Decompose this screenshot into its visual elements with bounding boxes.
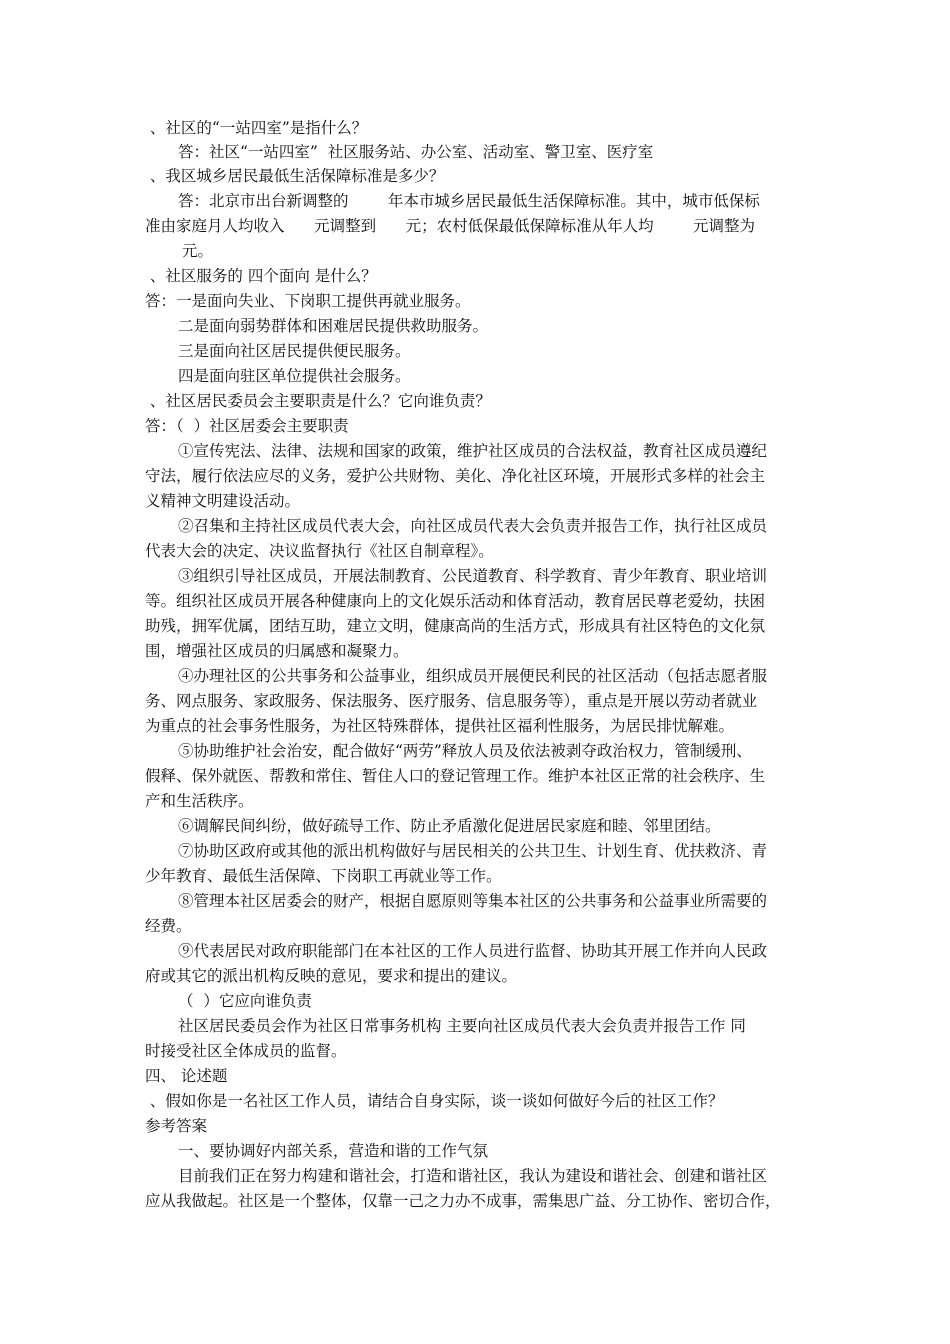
duty-4-line-3: 为重点的社会事务性服务，为社区特殊群体，提供社区福利性服务，为居民排忧解难。 xyxy=(145,717,735,735)
answer-1: 答：社区“一站四室” 社区服务站、办公室、活动室、警卫室、医疗室 xyxy=(178,143,654,161)
duty-7-line-2: 少年教育、最低生活保障、下岗职工再就业等工作。 xyxy=(145,867,502,885)
question-2: 、我区城乡居民最低生活保障标准是多少？ xyxy=(145,167,445,185)
duty-2-line-1: ②召集和主持社区成员代表大会，向社区成员代表大会负责并报告工作，执行社区成员 xyxy=(178,517,768,535)
essay-line-2: 应从我做起。社区是一个整体，仅靠一己之力办不成事，需集思广益、分工协作、密切合作， xyxy=(145,1192,781,1210)
responsibility-line-2: 时接受社区全体成员的监督。 xyxy=(145,1042,347,1060)
duty-5-line-2: 假释、保外就医、帮教和常住、暂住人口的登记管理工作。维护本社区正常的社会秩序、生 xyxy=(145,767,766,785)
duty-3-line-2: 等。组织社区成员开展各种健康向上的文化娱乐活动和体育活动，教育居民尊老爱幼，扶困 xyxy=(145,592,766,610)
duty-4-line-2: 务、网点服务、家政服务、保法服务、医疗服务、信息服务等），重点是开展以劳动者就业 xyxy=(145,692,758,710)
duty-7-line-1: ⑦协助区政府或其他的派出机构做好与居民相关的公共卫生、计划生育、优扶救济、青 xyxy=(178,842,768,860)
essay-question: 、假如你是一名社区工作人员，请结合自身实际，谈一谈如何做好今后的社区工作？ xyxy=(145,1092,724,1110)
duty-5-line-3: 产和生活秩序。 xyxy=(145,792,254,810)
duty-3-line-1: ③组织引导社区成员，开展法制教育、公民道教育、科学教育、青少年教育、职业培训 xyxy=(178,567,768,585)
duty-8-line-2: 经费。 xyxy=(145,917,192,935)
duty-5-line-1: ⑤协助维护社会治安，配合做好“两劳”释放人员及依法被剥夺政治权力，管制缓刑、 xyxy=(178,742,752,760)
duty-3-line-3: 助残，拥军优属，团结互助，建立文明，健康高尚的生活方式，形成具有社区特色的文化氛 xyxy=(145,617,766,635)
duty-1-line-2: 守法，履行依法应尽的义务，爱护公共财物、美化、净化社区环境，开展形式多样的社会主 xyxy=(145,467,766,485)
answer-3-line-4: 四是面向驻区单位提供社会服务。 xyxy=(178,367,411,385)
answer-3-line-1: 答：一是面向失业、下岗职工提供再就业服务。 xyxy=(145,292,471,310)
essay-line-1: 目前我们正在努力构建和谐社会，打造和谐社区，我认为建设和谐社会、创建和谐社区 xyxy=(178,1167,768,1185)
answer-3-line-3: 三是面向社区居民提供便民服务。 xyxy=(178,342,411,360)
duty-9-line-2: 府或其它的派出机构反映的意见，要求和提出的建议。 xyxy=(145,967,518,985)
question-3: 、社区服务的 四个面向 是什么？ xyxy=(145,267,377,285)
answer-2-line-1: 答：北京市出台新调整的 年本市城乡居民最低生活保障标准。其中，城市低保标 xyxy=(178,192,760,210)
section-heading: 四、 论述题 xyxy=(145,1067,228,1085)
reference-answer-label: 参考答案 xyxy=(145,1117,208,1135)
duty-8-line-1: ⑧管理本社区居委会的财产，根据自愿原则等集本社区的公共事务和公益事业所需要的 xyxy=(178,892,768,910)
duty-3-line-4: 围，增强社区成员的归属感和凝聚力。 xyxy=(145,642,409,660)
duty-6-line-1: ⑥调解民间纠纷，做好疏导工作、防止矛盾激化促进居民家庭和睦、邻里团结。 xyxy=(178,817,721,835)
responsibility-heading: （ ）它应向谁负责 xyxy=(178,992,312,1010)
duty-2-line-2: 代表大会的决定、决议监督执行《社区自制章程》。 xyxy=(145,542,494,560)
answer-4-line-1: 答：（ ）社区居委会主要职责 xyxy=(145,417,349,435)
question-1: 、社区的“一站四室”是指什么？ xyxy=(145,119,368,137)
question-4: 、社区居民委员会主要职责是什么？它向谁负责？ xyxy=(145,392,491,410)
duty-9-line-1: ⑨代表居民对政府职能部门在本社区的工作人员进行监督、协助其开展工作并向人民政 xyxy=(178,942,768,960)
point-1-heading: 一、要协调好内部关系，营造和谐的工作气氛 xyxy=(178,1142,489,1160)
duty-1-line-3: 义精神文明建设活动。 xyxy=(145,492,301,510)
duty-1-line-1: ①宣传宪法、法律、法规和国家的政策，维护社区成员的合法权益，教育社区成员遵纪 xyxy=(178,442,768,460)
duty-4-line-1: ④办理社区的公共事务和公益事业，组织成员开展便民利民的社区活动（包括志愿者服 xyxy=(178,667,768,685)
answer-2-line-2: 准由家庭月人均收入 元调整到 元；农村低保最低保障标准从年人均 元调整为 xyxy=(145,217,756,235)
responsibility-line-1: 社区居民委员会作为社区日常事务机构 主要向社区成员代表大会负责并报告工作 同 xyxy=(178,1017,746,1035)
answer-2-line-3: 元。 xyxy=(182,242,214,260)
answer-3-line-2: 二是面向弱势群体和困难居民提供救助服务。 xyxy=(178,317,489,335)
